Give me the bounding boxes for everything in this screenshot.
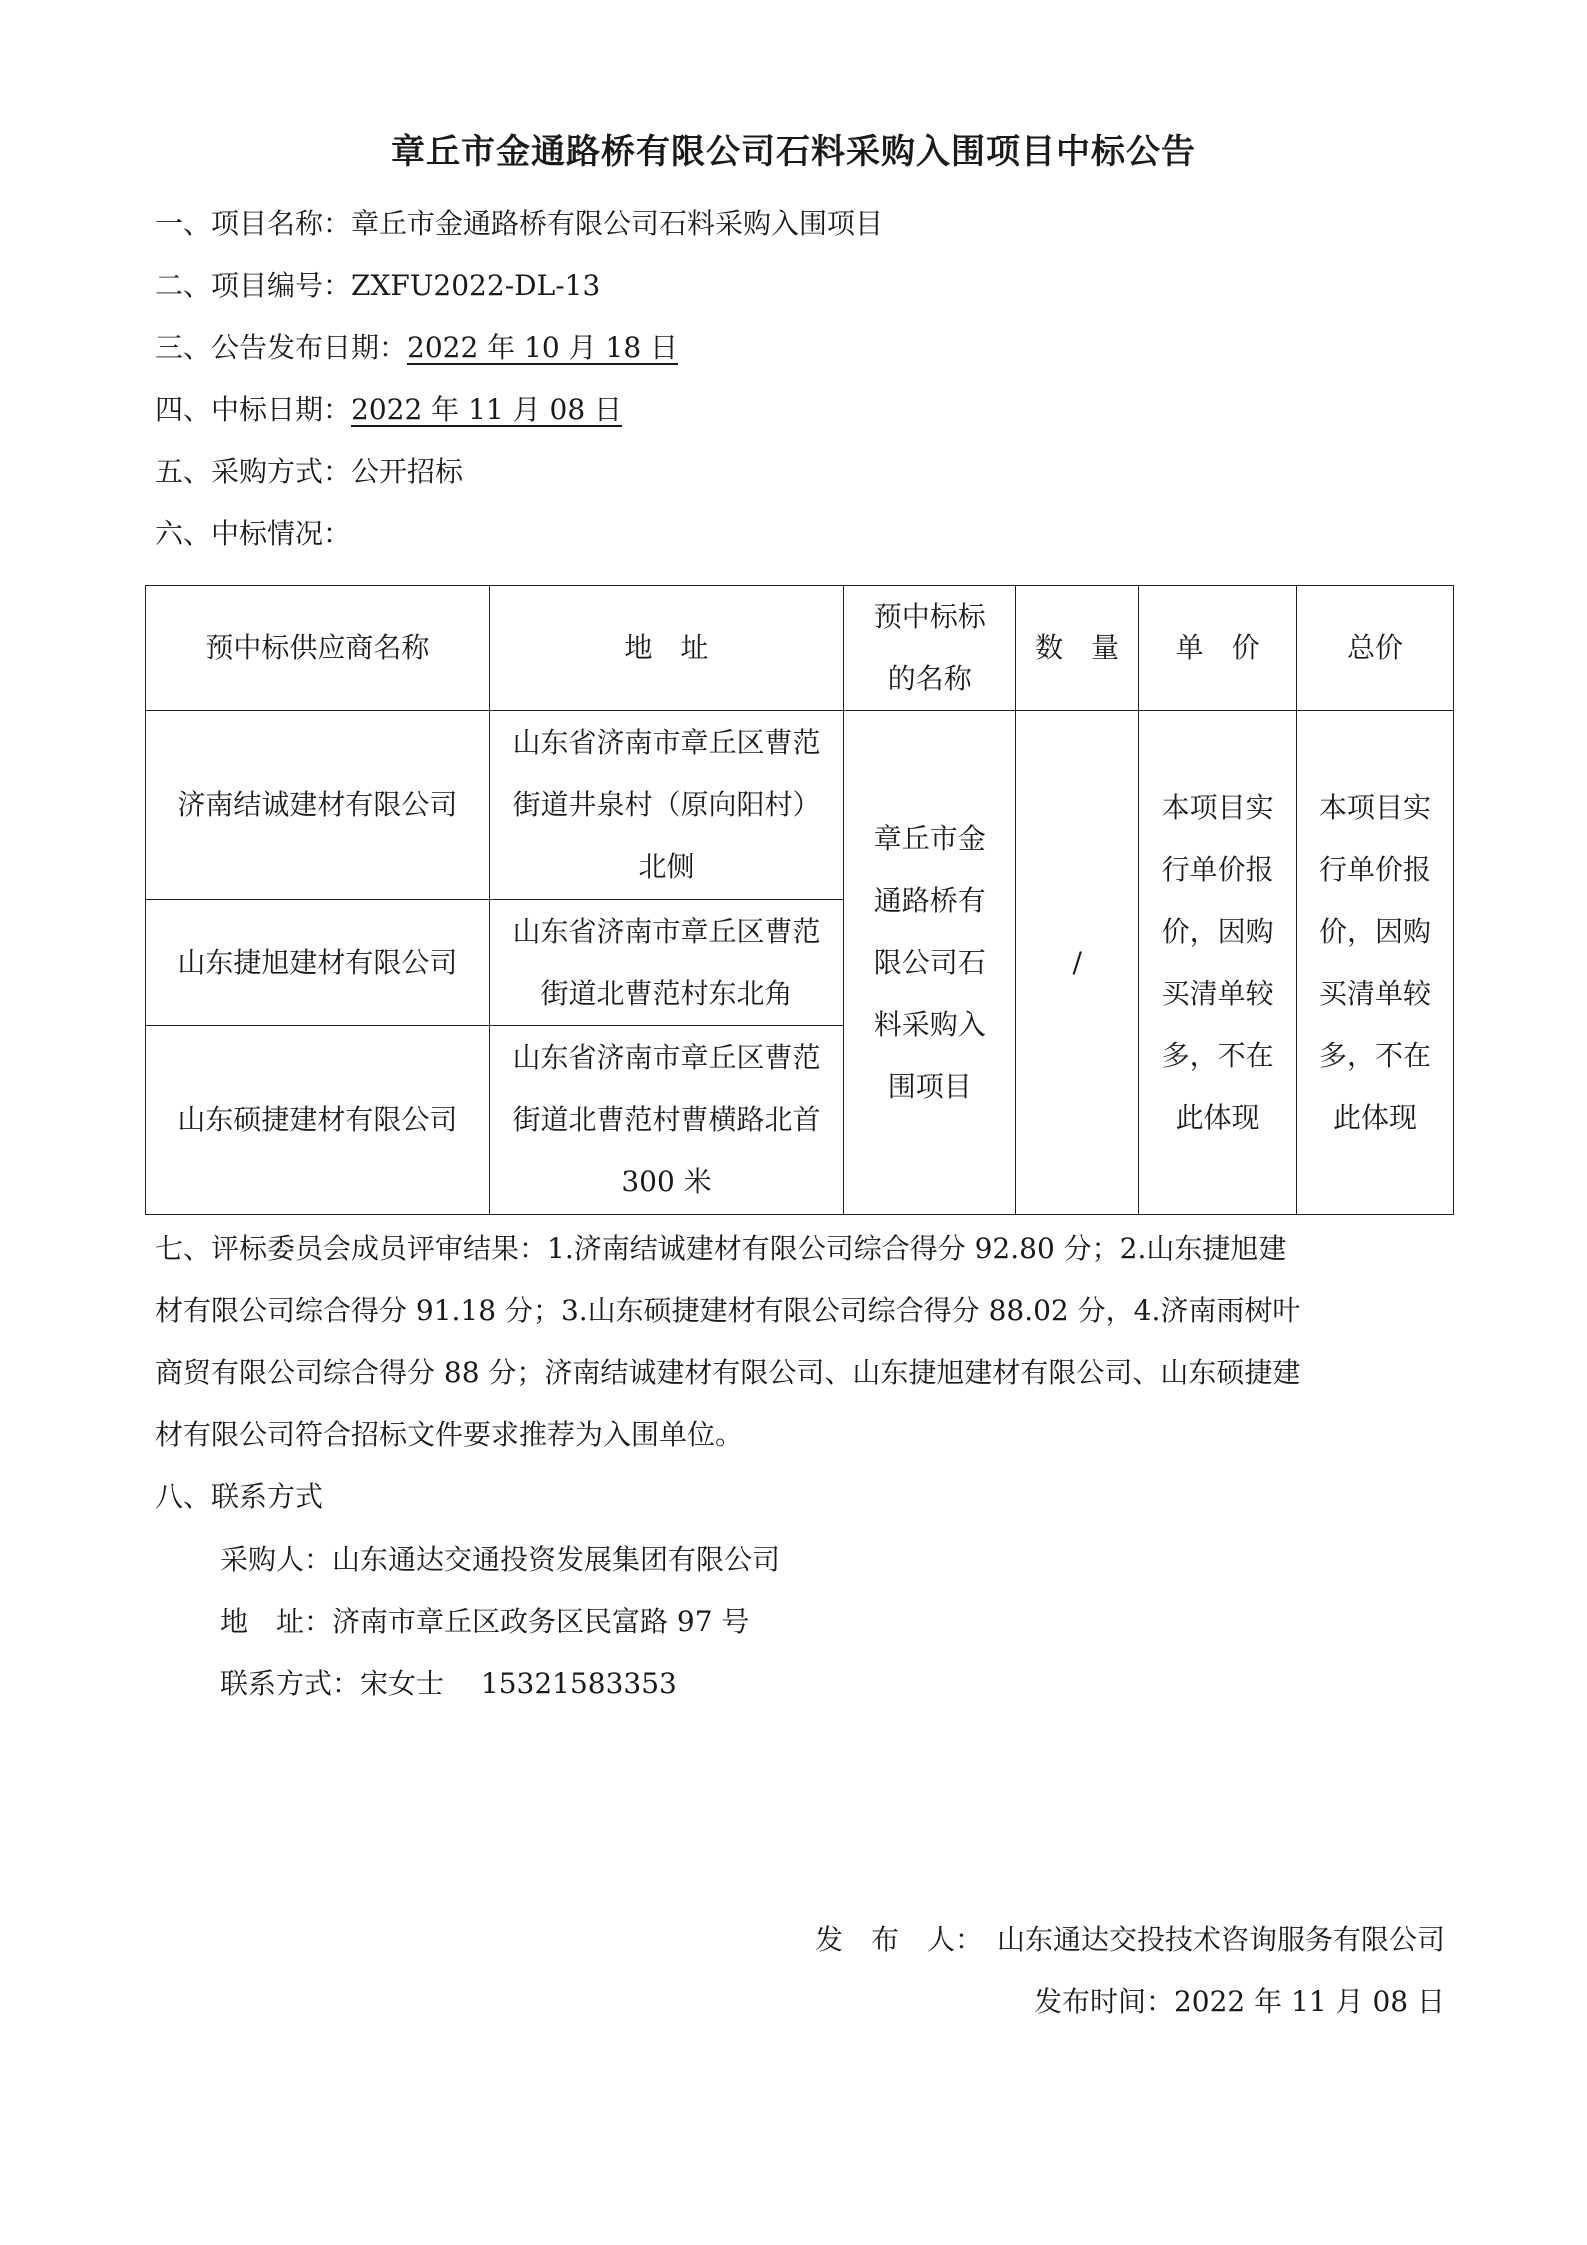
address-line: 街道井泉村（原向阳村） [512,788,821,821]
publish-time-label: 发布时间： [1033,1985,1174,2018]
review-line: 商贸有限公司综合得分 88 分；济南结诚建材有限公司、山东捷旭建材有限公司、山东硕捷建 [155,1356,1301,1389]
publisher-name: 山东通达交投技术咨询服务有限公司 [996,1923,1445,1956]
header-bid-name [844,586,1016,711]
header-bid-name-line1: 预中标标 [873,600,986,633]
address-line: 山东省济南市章丘区曹范 [512,914,821,948]
header-total-price: 总价 [1297,586,1454,711]
bid-name-line: 限公司石 [873,945,986,979]
address-cell [489,900,844,1026]
total-price-line: 此体现 [1333,1100,1418,1134]
contact-phone-line: 联系方式：宋女士 15321583353 [220,1667,677,1700]
unit-price-line: 多，不在 [1161,1038,1274,1072]
unit-price-line: 本项目实 [1161,790,1274,824]
unit-price-line: 行单价报 [1161,852,1274,886]
header-address: 地 址 [489,586,844,711]
status-label: 六、中标情况： [155,517,352,550]
bid-name-cell [844,711,1016,1215]
bid-name-line: 章丘市金 [873,821,986,855]
publish-time-line [1034,1982,1445,2022]
award-date-label: 四、中标日期： [155,393,352,426]
review-result-paragraph [155,1218,1450,1466]
project-no-label: 二、项目编号： [155,269,352,302]
publish-time-value: 2022 年 11 月 08 日 [1173,1985,1445,2018]
project-name-value: 章丘市金通路桥有限公司石料采购入围项目 [351,207,884,240]
bid-name-line: 围项目 [887,1069,972,1103]
total-price-line: 买清单较 [1319,976,1432,1010]
supplier-cell: 济南结诚建材有限公司 [146,711,490,900]
address-line: 北侧 [638,850,695,883]
page-title: 章丘市金通路桥有限公司石料采购入围项目中标公告 [391,132,1196,172]
award-date-line [155,390,622,430]
method-line [155,452,463,492]
review-line: 材有限公司综合得分 91.18 分；3.山东硕捷建材有限公司综合得分 88.02 分，4.济南雨树叶 [155,1294,1301,1327]
address-line: 山东省济南市章丘区曹范 [512,726,821,759]
address-line: 街道北曹范村曹横路北首 [512,1103,821,1136]
address-cell [489,1026,844,1215]
project-name-label: 一、项目名称： [155,207,352,240]
award-table [145,585,1454,1215]
address-cell [489,711,844,900]
publish-date-label: 三、公告发布日期： [155,331,408,364]
contact-label: 八、联系方式 [155,1480,324,1513]
header-unit-price: 单 价 [1139,586,1297,711]
contact-address-line: 地 址：济南市章丘区政务区民富路 97 号 [220,1605,750,1638]
publisher-label: 发 布 人： [814,1923,969,1956]
bid-name-line: 料采购入 [873,1007,986,1041]
bid-name-line: 通路桥有 [873,883,986,917]
unit-price-line: 价，因购 [1161,914,1274,948]
header-bid-name-line2: 的名称 [887,662,972,695]
publisher-line [815,1920,1445,1960]
address-line: 300 米 [621,1165,712,1198]
total-price-line: 价，因购 [1319,914,1432,948]
publish-date-value: 2022 年 10 月 18 日 [407,331,679,364]
project-no-value: ZXFU2022-DL-13 [351,269,601,302]
unit-price-line: 此体现 [1175,1100,1260,1134]
method-label: 五、采购方式： [155,455,352,488]
project-name-line [155,204,883,244]
project-no-line [155,266,600,306]
total-price-line: 本项目实 [1319,790,1432,824]
supplier-cell: 山东捷旭建材有限公司 [146,900,490,1026]
address-line: 街道北曹范村东北角 [540,976,793,1010]
unit-price-line: 买清单较 [1161,976,1274,1010]
supplier-cell: 山东硕捷建材有限公司 [146,1026,490,1215]
review-line: 七、评标委员会成员评审结果：1.济南结诚建材有限公司综合得分 92.80 分；2.山东捷旭建 [155,1232,1287,1265]
quantity-cell: / [1016,711,1139,1215]
purchaser-line: 采购人：山东通达交通投资发展集团有限公司 [220,1543,781,1576]
award-date-value: 2022 年 11 月 08 日 [351,393,623,426]
address-line: 山东省济南市章丘区曹范 [512,1041,821,1074]
review-line: 材有限公司符合招标文件要求推荐为入围单位。 [155,1418,744,1451]
header-supplier: 预中标供应商名称 [146,586,490,711]
method-value: 公开招标 [351,455,464,488]
publish-date-line [155,328,678,368]
total-price-line: 多，不在 [1319,1038,1432,1072]
table-header-row [146,586,1454,711]
table-row [146,711,1454,900]
header-quantity: 数 量 [1016,586,1139,711]
total-price-line: 行单价报 [1319,852,1432,886]
unit-price-cell [1139,711,1297,1215]
total-price-cell [1297,711,1454,1215]
